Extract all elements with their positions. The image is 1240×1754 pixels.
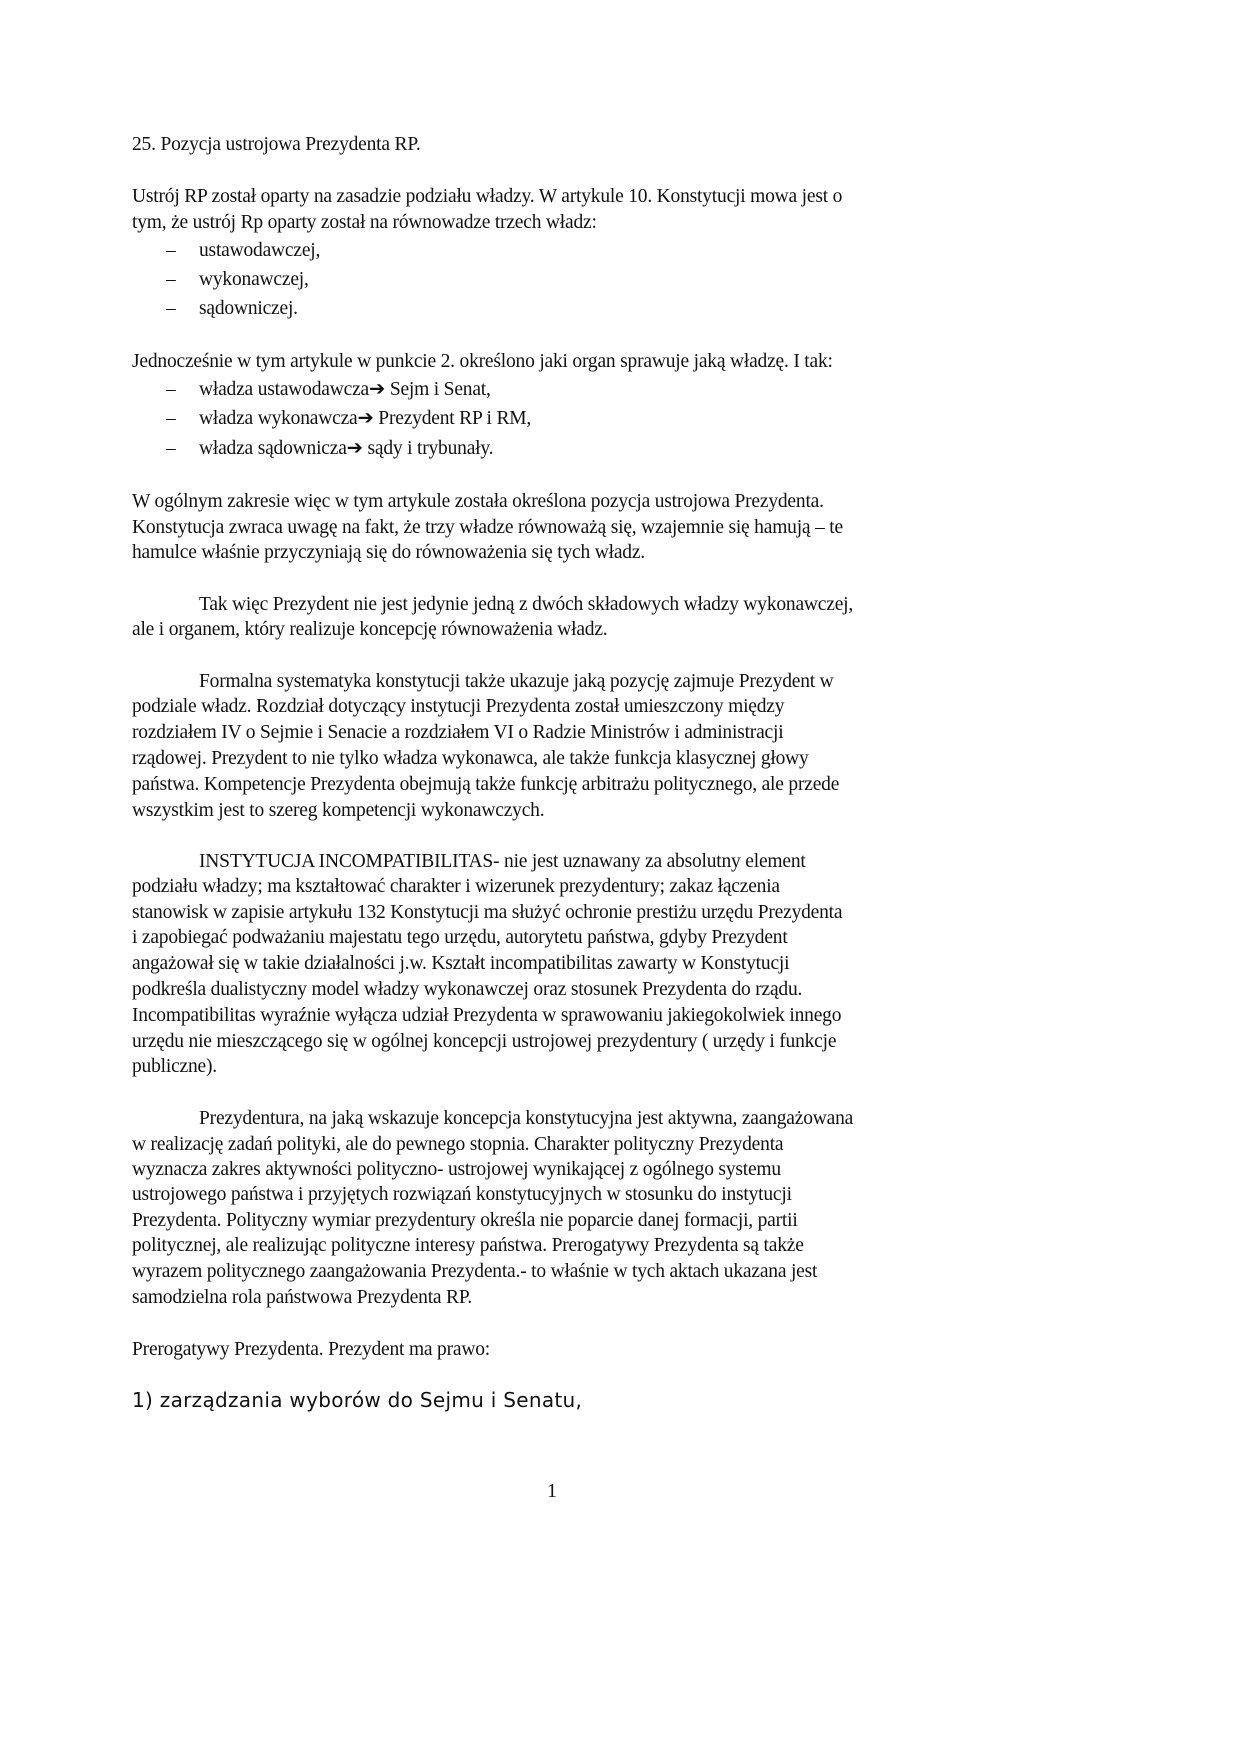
paragraph-line: samodzielna rola państwowa Prezydenta RP.: [132, 1287, 473, 1308]
list-item: [199, 406, 531, 432]
paragraph-line: wszystkim jest to szereg kompetencji wykonawczych.: [132, 800, 545, 821]
list-item-term: władza ustawodawcza: [199, 379, 369, 400]
paragraph-line: politycznej, ale realizując polityczne interesy państwa. Prerogatywy Prezydenta są także: [132, 1235, 804, 1256]
paragraph-line: Prerogatywy Prezydenta. Prezydent ma prawo:: [132, 1339, 490, 1360]
paragraph-line: podziale władz. Rozdział dotyczący instytucji Prezydenta został umieszczony między: [132, 696, 785, 717]
bullet-dash: –: [166, 438, 176, 459]
bullet-dash: –: [166, 379, 176, 400]
list-item-value: Sejm i Senat,: [385, 379, 491, 400]
list-item-value: sądy i trybunały.: [362, 438, 494, 459]
bullet-dash: –: [166, 269, 176, 290]
paragraph-line: podkreśla dualistyczny model władzy wykonawczej oraz stosunek Prezydenta do rządu.: [132, 979, 803, 1000]
list-item: wykonawczej,: [199, 269, 309, 290]
list-item-term: władza sądownicza: [199, 438, 347, 459]
paragraph-line: stanowisk w zapisie artykułu 132 Konstytucji ma służyć ochronie prestiżu urzędu Prezydenta: [132, 902, 843, 923]
paragraph-line: rządowej. Prezydent to nie tylko władza wykonawca, ale także funkcja klasycznej głowy: [132, 748, 809, 769]
arrow-right-icon: ➔: [369, 379, 386, 400]
paragraph-line: angażował się w takie działalności j.w. Kształt incompatibilitas zawarty w Konstytucji: [132, 953, 790, 974]
paragraph-line: wyznacza zakres aktywności polityczno- ustrojowej wynikającej z ogólnego systemu: [132, 1159, 781, 1180]
paragraph-line: Jednocześnie w tym artykule w punkcie 2. określono jaki organ sprawuje jaką władzę. I tak:: [132, 351, 833, 372]
list-item: [199, 377, 491, 403]
paragraph-line: państwa. Kompetencje Prezydenta obejmują także funkcję arbitrażu politycznego, ale przede: [132, 774, 840, 795]
paragraph-line: i zapobiegać podważaniu majestatu tego urzędu, autorytetu państwa, gdyby Prezydent: [132, 927, 788, 948]
paragraph-line: Konstytucja zwraca uwagę na fakt, że trzy władze równoważą się, wzajemnie się hamują – te: [132, 517, 843, 538]
paragraph-line: hamulce właśnie przyczyniają się do równoważenia się tych władz.: [132, 542, 645, 563]
paragraph-line: urzędu nie mieszczącego się w ogólnej koncepcji ustrojowej prezydentury ( urzędy i funkcje: [132, 1031, 837, 1052]
paragraph-line: INSTYTUCJA INCOMPATIBILITAS- nie jest uznawany za absolutny element: [199, 851, 806, 872]
list-item: sądowniczej.: [199, 298, 298, 319]
paragraph-line: Formalna systematyka konstytucji także ukazuje jaką pozycję zajmuje Prezydent w: [199, 671, 834, 692]
paragraph-line: W ogólnym zakresie więc w tym artykule została określona pozycja ustrojowa Prezydenta.: [132, 491, 824, 512]
list-item-value: Prezydent RP i RM,: [373, 408, 532, 429]
paragraph-line: ustrojowego państwa i przyjętych rozwiązań konstytucyjnych w stosunku do instytucji: [132, 1184, 792, 1205]
arrow-right-icon: ➔: [357, 408, 374, 429]
page-number: 1: [547, 1480, 557, 1502]
bullet-dash: –: [166, 240, 176, 261]
paragraph-line: w realizację zadań polityki, ale do pewnego stopnia. Charakter polityczny Prezydenta: [132, 1134, 784, 1155]
list-item: [199, 436, 493, 462]
list-item-term: władza wykonawcza: [199, 408, 358, 429]
document-heading: 25. Pozycja ustrojowa Prezydenta RP.: [132, 134, 421, 155]
arrow-right-icon: ➔: [346, 438, 363, 459]
paragraph-line: Prezydentura, na jaką wskazuje koncepcja konstytucyjna jest aktywna, zaangażowana: [199, 1108, 854, 1129]
paragraph-line: podziału władzy; ma kształtować charakter i wizerunek prezydentury; zakaz łączenia: [132, 876, 780, 897]
paragraph-line: Ustrój RP został oparty na zasadzie podziału władzy. W artykule 10. Konstytucji mowa jest o: [132, 186, 843, 207]
bullet-dash: –: [166, 298, 176, 319]
list-item: ustawodawczej,: [199, 240, 321, 261]
paragraph-line: publiczne).: [132, 1056, 217, 1077]
numbered-item: 1) zarządzania wyborów do Sejmu i Senatu,: [132, 1388, 583, 1412]
paragraph-line: ale i organem, który realizuje koncepcję równoważenia władz.: [132, 619, 608, 640]
paragraph-line: tym, że ustrój Rp oparty został na równowadze trzech władz:: [132, 212, 597, 233]
bullet-dash: –: [166, 408, 176, 429]
paragraph-line: rozdziałem IV o Sejmie i Senacie a rozdziałem VI o Radzie Ministrów i administracji: [132, 722, 784, 743]
paragraph-line: Tak więc Prezydent nie jest jedynie jedną z dwóch składowych władzy wykonawczej,: [199, 594, 854, 615]
paragraph-line: Incompatibilitas wyraźnie wyłącza udział Prezydenta w sprawowaniu jakiegokolwiek innego: [132, 1005, 842, 1026]
paragraph-line: Prezydenta. Polityczny wymiar prezydentury określa nie poparcie danej formacji, partii: [132, 1210, 798, 1231]
paragraph-line: wyrazem politycznego zaangażowania Prezydenta.- to właśnie w tych aktach ukazana jest: [132, 1261, 818, 1282]
